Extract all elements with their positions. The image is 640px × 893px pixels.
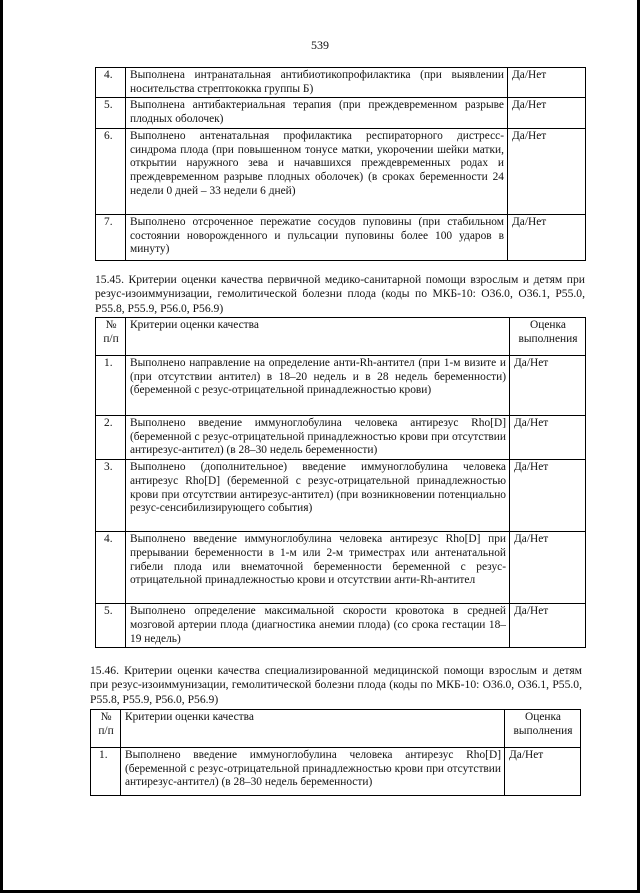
evaluation-value: Да/Нет [510, 356, 586, 416]
evaluation-value: Да/Нет [508, 128, 586, 214]
criterion-text: Выполнено (дополнительное) введение иммуноглобулина человека антирезус Rho[D] (беременной с резус-отрицательной принадлежностью крови при отсутствии антирезус-антител) (при возникновении потенциально резус-сенсибилизирующего события) [126, 460, 510, 532]
row-number: 5. [96, 604, 126, 648]
table-row [96, 214, 586, 260]
column-header-criterion: Критерии оценки качества [126, 318, 510, 356]
evaluation-value: Да/Нет [510, 604, 586, 648]
evaluation-value: Да/Нет [508, 214, 586, 260]
table-row [96, 356, 586, 416]
criterion-text: Выполнено направление на определение анти-Rh-антител (при 1-м визите и (при отсутствии антител) в 18–20 недель и в 28 недель беременности) (беременной с резус-отрицательной принадлежностью крови) [126, 356, 510, 416]
page-number: 539 [311, 38, 329, 52]
table-row [96, 128, 586, 214]
evaluation-value: Да/Нет [510, 532, 586, 604]
criteria-table-15-45 [95, 317, 586, 648]
criterion-text: Выполнено определение максимальной скорости кровотока в средней мозговой артерии плода (диагностика анемии плода) (со срока гестации 18–19 недель) [126, 604, 510, 648]
evaluation-value: Да/Нет [510, 416, 586, 460]
criteria-table-continued [95, 67, 586, 261]
row-number: 2. [96, 416, 126, 460]
criterion-text: Выполнено введение иммуноглобулина человека антирезус Rho[D] при прерывании беременности в 1-м или 2-м триместрах или антенатальной гибели плода или внематочной беременности беременной с резус-отрицательной принадлежностью крови и отсутствии анти-Rh-антител [126, 532, 510, 604]
criterion-text: Выполнена интранатальная антибиотикопрофилактика (при выявлении носительства стрептококка группы Б) [126, 68, 508, 98]
section-heading-15-46: 15.46. Критерии оценки качества специализированной медицинской помощи взрослым и детям при резус-изоиммунизации, гемолитической болезни плода (коды по МКБ-10: O36.0, O36.1, P55.0, P55.8, P55.9, P56.0, P56.9) [90, 664, 582, 706]
evaluation-value: Да/Нет [510, 460, 586, 532]
criteria-table-15-46 [90, 709, 581, 796]
criterion-text: Выполнено антенатальная профилактика респираторного дистресс-синдрома плода (при повышенном тонусе матки, укорочении шейки матки, открытии наружного зева и начавшихся преждевременных родах и преждевременном разрыве плодных оболочек) (в сроках беременности 24 недели 0 дней – 33 недели 6 дней) [126, 128, 508, 214]
table-row [96, 416, 586, 460]
criterion-text: Выполнено введение иммуноглобулина человека антирезус Rho[D] (беременной с резус-отрицательной принадлежностью крови при отсутствии антирезус-антител) (в 28–30 недель беременности) [121, 748, 505, 796]
table-header-row [96, 318, 586, 356]
table-header-row [91, 710, 581, 748]
column-header-evaluation: Оценка выполнения [505, 710, 581, 748]
table-row [96, 68, 586, 98]
evaluation-value: Да/Нет [508, 68, 586, 98]
row-number: 4. [96, 68, 126, 98]
row-number: 3. [96, 460, 126, 532]
table-row [96, 604, 586, 648]
criterion-text: Выполнена антибактериальная терапия (при преждевременном разрыве плодных оболочек) [126, 98, 508, 128]
row-number: 1. [91, 748, 121, 796]
table-row [91, 748, 581, 796]
row-number: 5. [96, 98, 126, 128]
column-header-number: № п/п [91, 710, 121, 748]
row-number: 6. [96, 128, 126, 214]
criterion-text: Выполнено отсроченное пережатие сосудов пуповины (при стабильном состоянии новорожденного и пульсации пуповины более 100 ударов в минуту) [126, 214, 508, 260]
row-number: 1. [96, 356, 126, 416]
table-row [96, 98, 586, 128]
row-number: 7. [96, 214, 126, 260]
table-row [96, 532, 586, 604]
column-header-evaluation: Оценка выполнения [510, 318, 586, 356]
row-number: 4. [96, 532, 126, 604]
criterion-text: Выполнено введение иммуноглобулина человека антирезус Rho[D] (беременной с резус-отрицательной принадлежностью крови при отсутствии антирезус-антител) (в 28–30 недель беременности) [126, 416, 510, 460]
column-header-number: № п/п [96, 318, 126, 356]
column-header-criterion: Критерии оценки качества [121, 710, 505, 748]
scan-border-left [0, 0, 3, 893]
evaluation-value: Да/Нет [505, 748, 581, 796]
table-row [96, 460, 586, 532]
evaluation-value: Да/Нет [508, 98, 586, 128]
section-heading-15-45: 15.45. Критерии оценки качества первичной медико-санитарной помощи взрослым и детям при резус-изоиммунизации, гемолитической болезни плода (коды по МКБ-10: O36.0, O36.1, P55.0, P55.8, P55.9, P56.0, P56.9) [95, 273, 585, 315]
